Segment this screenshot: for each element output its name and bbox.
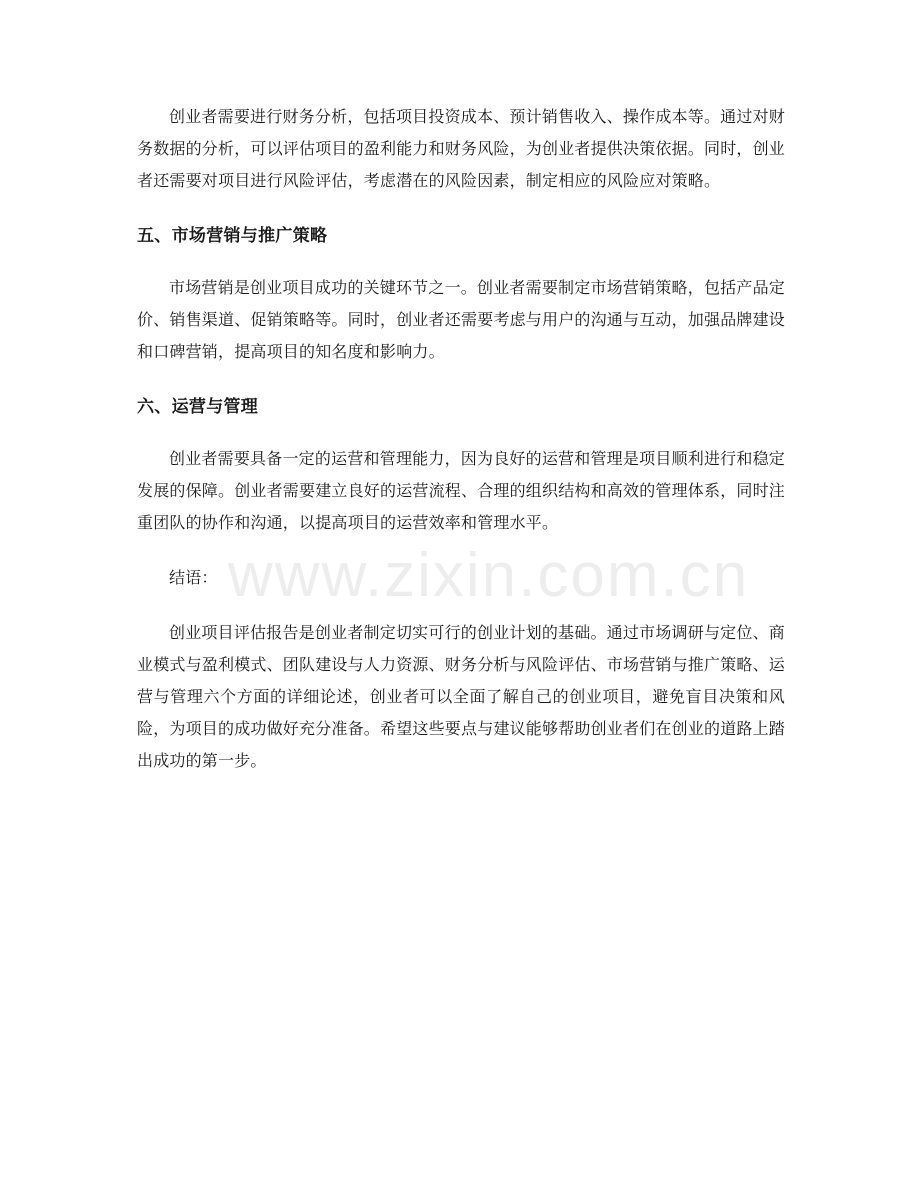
paragraph-marketing: 市场营销是创业项目成功的关键环节之一。创业者需要制定市场营销策略，包括产品定价、销售渠道、促销策略等。同时，创业者还需要考虑与用户的沟通与互动，加强品牌建设和口碑营销，提高项目的知名度和影响力。 [137, 278, 786, 361]
watermark-text: www.zixin.com.cn [228, 541, 750, 610]
section-heading-marketing: 五、市场营销与推广策略 [137, 226, 328, 246]
conclusion-label: 结语： [169, 568, 218, 587]
section-heading-operations: 六、运营与管理 [137, 397, 259, 417]
document-body [137, 101, 785, 777]
paragraph-financial-analysis: 创业者需要进行财务分析，包括项目投资成本、预计销售收入、操作成本等。通过对财务数据的分析，可以评估项目的盈利能力和财务风险，为创业者提供决策依据。同时，创业者还需要对项目进行风险评估，考虑潜在的风险因素，制定相应的风险应对策略。 [137, 107, 786, 190]
paragraph-conclusion: 创业项目评估报告是创业者制定切实可行的创业计划的基础。通过市场调研与定位、商业模式与盈利模式、团队建设与人力资源、财务分析与风险评估、市场营销与推广策略、运营与管理六个方面的详细论述，创业者可以全面了解自己的创业项目，避免盲目决策和风险，为项目的成功做好充分准备。希望这些要点与建议能够帮助创业者们在创业的道路上踏出成功的第一步。 [137, 623, 786, 770]
paragraph-operations: 创业者需要具备一定的运营和管理能力，因为良好的运营和管理是项目顺利进行和稳定发展的保障。创业者需要建立良好的运营流程、合理的组织结构和高效的管理体系，同时注重团队的协作和沟通，以提高项目的运营效率和管理水平。 [137, 449, 786, 532]
